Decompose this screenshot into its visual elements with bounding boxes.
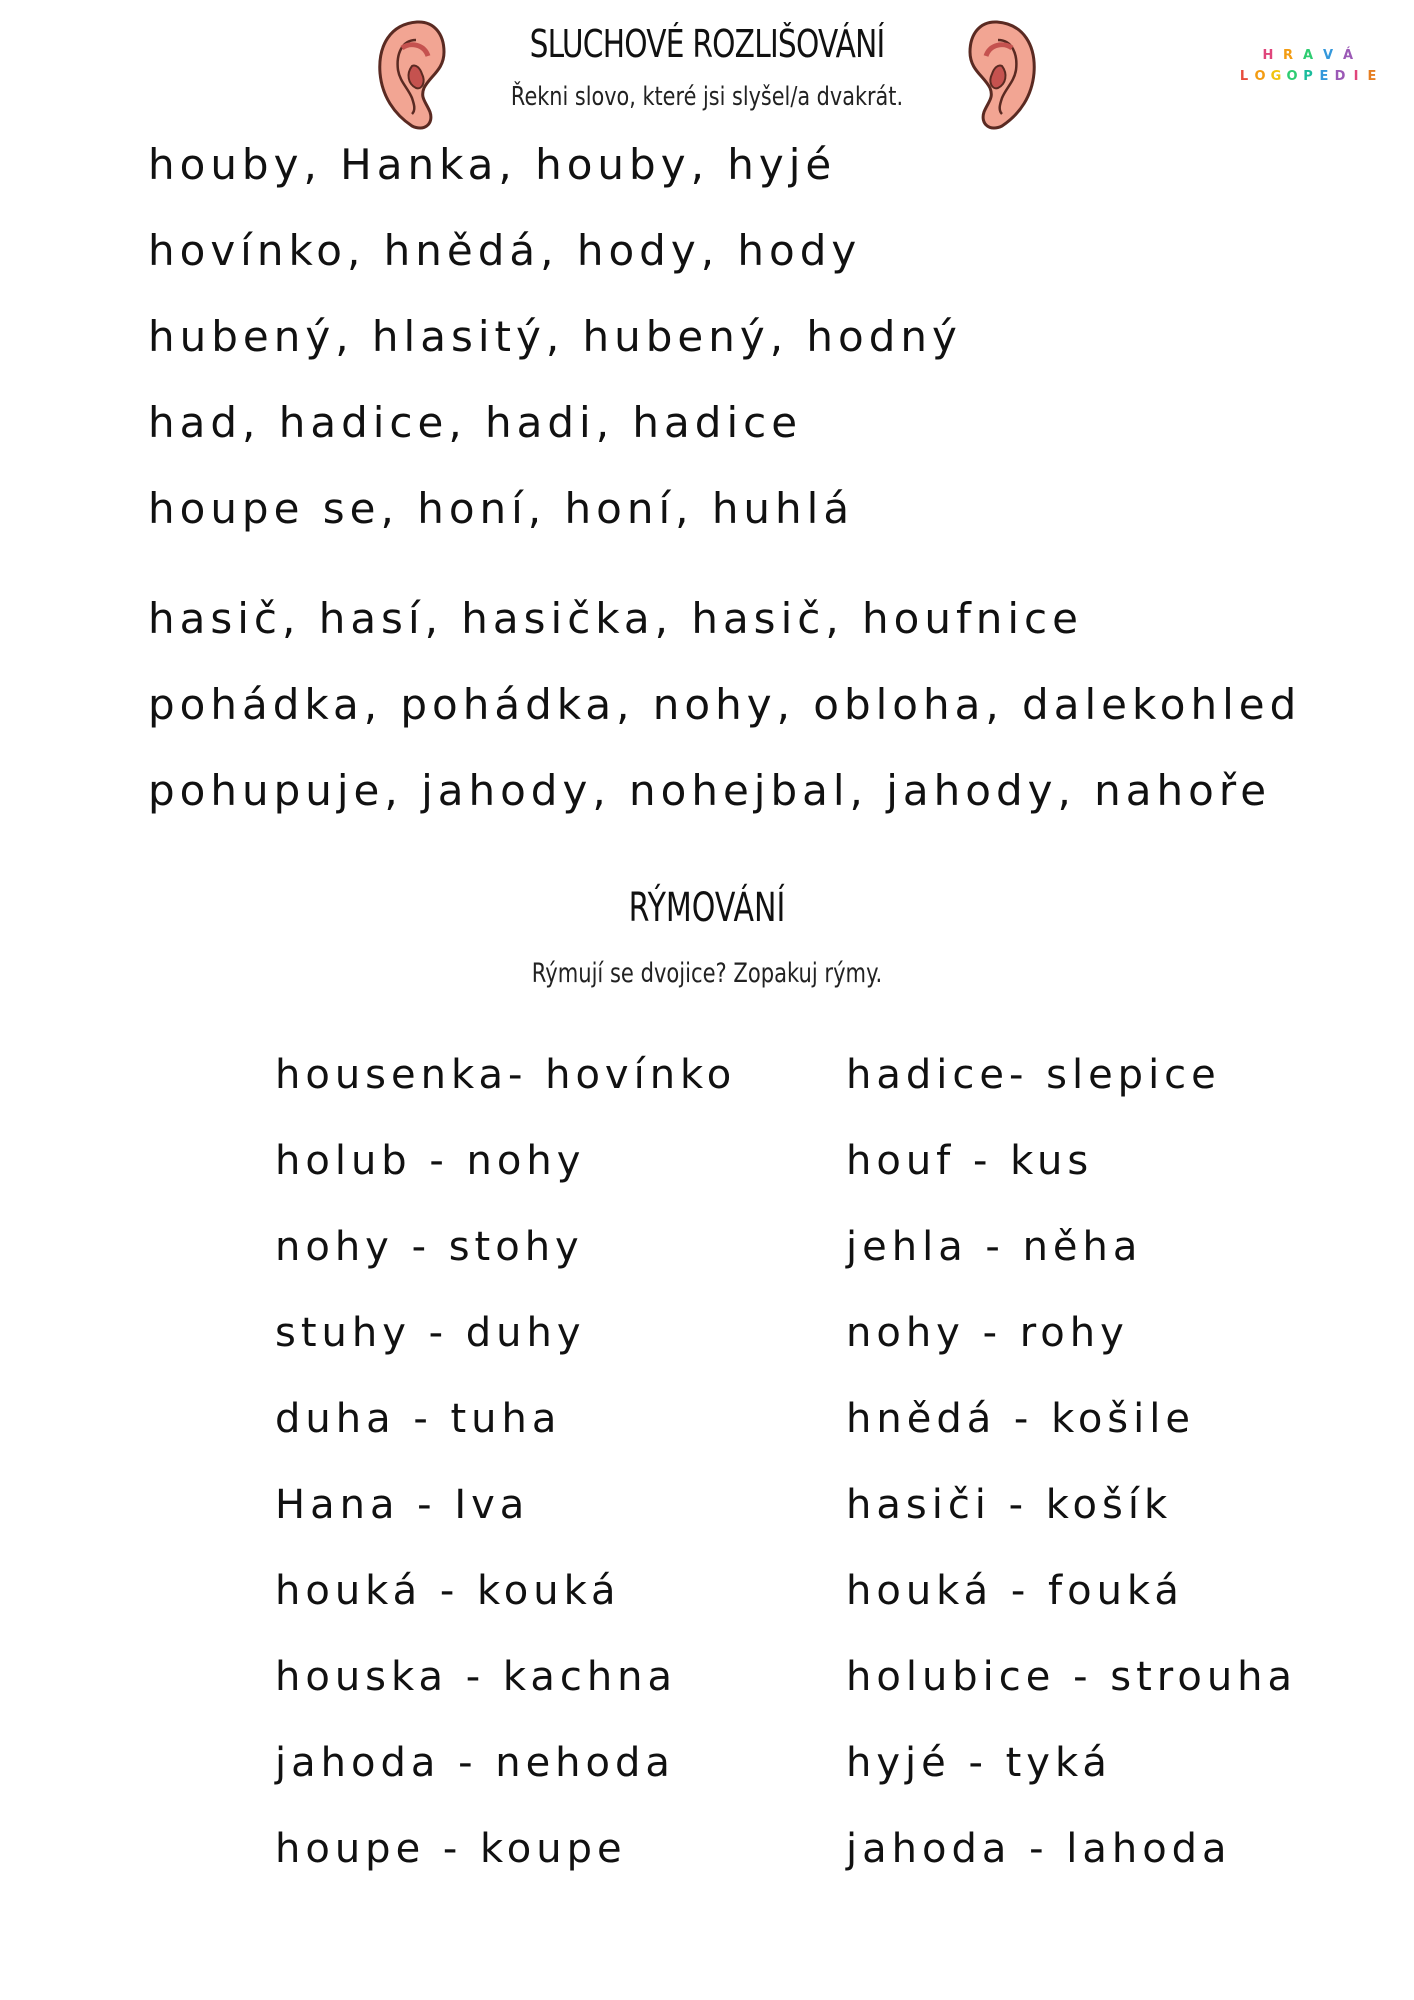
word-line: hubený, hlasitý, hubený, hodný	[148, 312, 962, 361]
brand-logo	[1228, 48, 1388, 84]
logo-letter: V	[1322, 48, 1334, 63]
rhyme-pair-right: houf - kus	[846, 1138, 1094, 1184]
rhyme-pair-right: jehla - něha	[846, 1224, 1143, 1270]
logo-letter: H	[1262, 48, 1274, 63]
rhyme-pair-left: holub - nohy	[275, 1138, 586, 1184]
rhyme-pair-right: hadice- slepice	[846, 1052, 1221, 1098]
page-subtitle: Řekni slovo, které jsi slyšel/a dvakrát.	[510, 82, 904, 112]
rhyme-pair-left: jahoda - nehoda	[275, 1740, 675, 1786]
logo-letter: A	[1302, 48, 1314, 63]
rhyme-pair-right: houká - fouká	[846, 1568, 1184, 1614]
logo-letter: Á	[1342, 48, 1354, 63]
rhyme-pair-right: jahoda - lahoda	[846, 1826, 1232, 1872]
rhyme-pair-left: houpe - koupe	[275, 1826, 627, 1872]
rhyme-pair-right: holubice - strouha	[846, 1654, 1298, 1700]
rhyme-pair-left: nohy - stohy	[275, 1224, 584, 1270]
rhyme-pair-right: hasiči - košík	[846, 1482, 1173, 1528]
word-line: pohádka, pohádka, nohy, obloha, dalekohled	[148, 680, 1302, 729]
logo-letter: P	[1303, 69, 1313, 84]
logo-letter: E	[1367, 69, 1377, 84]
logo-letter: I	[1353, 69, 1359, 84]
rhyme-pair-left: houká - kouká	[275, 1568, 621, 1614]
rhyme-pair-right: hyjé - tyká	[846, 1740, 1112, 1786]
logo-letter: L	[1239, 69, 1249, 84]
logo-letter: O	[1286, 69, 1298, 84]
logo-letter: O	[1254, 69, 1266, 84]
rhyme-pair-left: duha - tuha	[275, 1396, 562, 1442]
page-title: SLUCHOVÉ ROZLIŠOVÁNÍ	[529, 22, 885, 66]
rhyme-pair-left: houska - kachna	[275, 1654, 678, 1700]
word-line: pohupuje, jahody, nohejbal, jahody, nahoře	[148, 766, 1272, 815]
word-line: hovínko, hnědá, hody, hody	[148, 226, 862, 275]
logo-letter: R	[1282, 48, 1293, 63]
word-line: hasič, hasí, hasička, hasič, houfnice	[148, 594, 1083, 643]
rhyme-pair-left: Hana - Iva	[275, 1482, 530, 1528]
word-line: houpe se, honí, honí, huhlá	[148, 484, 855, 533]
word-line: had, hadice, hadi, hadice	[148, 398, 803, 447]
logo-letter: G	[1270, 69, 1282, 84]
rhyme-pair-right: nohy - rohy	[846, 1310, 1129, 1356]
word-line: houby, Hanka, houby, hyjé	[148, 140, 837, 189]
rhyme-pair-left: housenka- hovínko	[275, 1052, 737, 1098]
section-title: RÝMOVÁNÍ	[628, 885, 786, 931]
logo-letter: E	[1319, 69, 1329, 84]
rhyme-pair-right: hnědá - košile	[846, 1396, 1195, 1442]
logo-letter: D	[1334, 69, 1346, 84]
rhyme-pair-left: stuhy - duhy	[275, 1310, 586, 1356]
section-subtitle: Rýmují se dvojice? Zopakuj rýmy.	[531, 958, 883, 989]
